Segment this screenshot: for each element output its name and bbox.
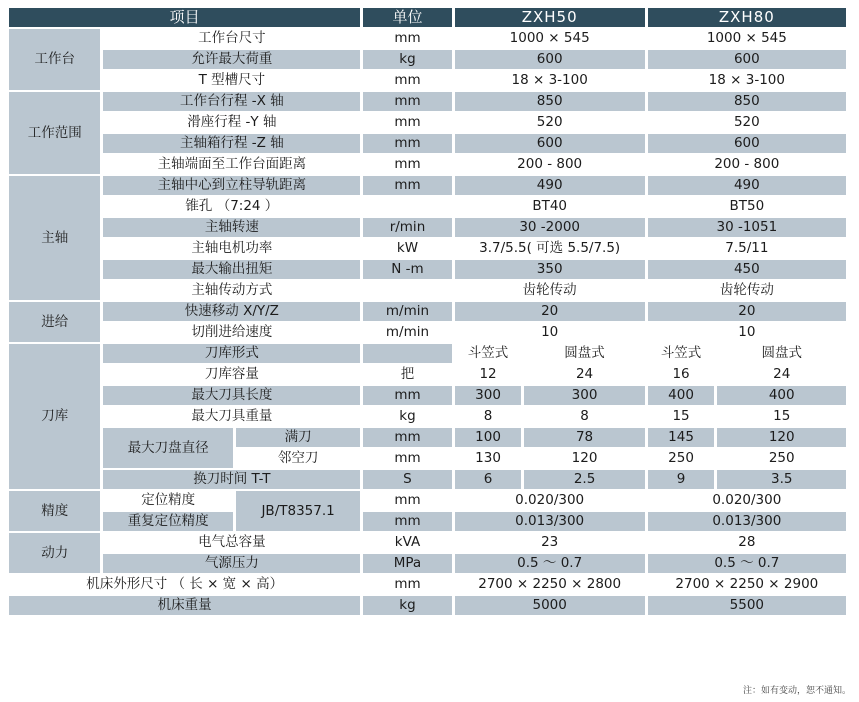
row-label: 换刀时间 T-T [103,470,360,489]
value-zxh50: BT40 [455,197,645,216]
group-worktable: 工作台 [9,29,100,90]
row-label: 主轴传动方式 [103,281,360,300]
table-row [9,386,846,405]
header-model-zxh80: ZXH80 [648,8,846,27]
value-zxh50-umbrella: 130 [455,449,522,468]
table-row [9,50,846,69]
table-row [9,29,846,48]
value-zxh50-disc: 120 [524,449,644,468]
row-label: 最大输出扭矩 [103,260,360,279]
row-label: 快速移动 X/Y/Z [103,302,360,321]
value-zxh80-disc: 400 [717,386,846,405]
row-unit: mm [363,155,451,174]
table-row [9,113,846,132]
value-zxh50: 10 [455,323,645,342]
row-unit: mm [363,575,451,594]
row-unit: mm [363,491,451,510]
value-zxh50: 520 [455,113,645,132]
row-label: 主轴中心到立柱导轨距离 [103,176,360,195]
row-unit: mm [363,92,451,111]
row-label: 满刀 [236,428,360,447]
value-zxh50: 850 [455,92,645,111]
row-unit: kW [363,239,451,258]
table-row [9,533,846,552]
row-label: 切削进给速度 [103,323,360,342]
table-row [9,176,846,195]
header-row [9,8,846,27]
value-zxh80: 600 [648,134,846,153]
value-zxh50-umbrella: 6 [455,470,522,489]
group-travel: 工作范围 [9,92,100,174]
accuracy-standard: JB/T8357.1 [236,491,360,531]
row-label: 主轴电机功率 [103,239,360,258]
value-zxh50: 1000 × 545 [455,29,645,48]
value-zxh50: 600 [455,50,645,69]
row-label: 主轴端面至工作台面距离 [103,155,360,174]
table-row [9,470,846,489]
table-row [9,197,846,216]
table-row [9,365,846,384]
table-row [9,260,846,279]
row-label: 最大刀具长度 [103,386,360,405]
value-zxh80-umbrella: 400 [648,386,715,405]
row-label: 工作台行程 -X 轴 [103,92,360,111]
value-zxh80: 850 [648,92,846,111]
table-row [9,155,846,174]
row-label: 电气总容量 [103,533,360,552]
value-zxh50: 0.020/300 [455,491,645,510]
value-zxh50-disc: 2.5 [524,470,644,489]
value-zxh80-disc: 3.5 [717,470,846,489]
group-spindle: 主轴 [9,176,100,300]
value-zxh80: 0.013/300 [648,512,846,531]
table-row [9,134,846,153]
row-label: 滑座行程 -Y 轴 [103,113,360,132]
value-zxh80: 200 - 800 [648,155,846,174]
value-zxh80: 1000 × 545 [648,29,846,48]
value-zxh80: 2700 × 2250 × 2900 [648,575,846,594]
row-unit: kg [363,407,451,426]
value-zxh50-disc: 78 [524,428,644,447]
table-row [9,596,846,615]
value-zxh80-umbrella: 15 [648,407,715,426]
value-zxh80: 20 [648,302,846,321]
row-label: 工作台尺寸 [103,29,360,48]
row-unit: mm [363,386,451,405]
value-zxh80-umbrella: 9 [648,470,715,489]
row-unit [363,281,451,300]
value-zxh80-umbrella: 250 [648,449,715,468]
value-zxh80: 490 [648,176,846,195]
value-zxh50: 18 × 3-100 [455,71,645,90]
value-zxh50: 5000 [455,596,645,615]
row-unit: kg [363,50,451,69]
row-unit: mm [363,71,451,90]
value-zxh50: 齿轮传动 [455,281,645,300]
table-row [9,491,846,510]
table-row [9,302,846,321]
value-zxh80: BT50 [648,197,846,216]
value-zxh50-umbrella: 12 [455,365,522,384]
row-label: 机床外形尺寸 （ 长 × 宽 × 高） [9,575,360,594]
row-label: 主轴转速 [103,218,360,237]
row-unit: mm [363,134,451,153]
footnote: 注：如有变动，恕不通知。 [742,686,851,696]
value-zxh50-umbrella: 100 [455,428,522,447]
group-power: 动力 [9,533,100,573]
row-label: 邻空刀 [236,449,360,468]
value-zxh80: 18 × 3-100 [648,71,846,90]
value-zxh80-umbrella: 16 [648,365,715,384]
row-unit: mm [363,449,451,468]
row-label: 气源压力 [103,554,360,573]
value-zxh80: 28 [648,533,846,552]
value-zxh50: 2700 × 2250 × 2800 [455,575,645,594]
value-zxh50: 0.5 ～ 0.7 [455,554,645,573]
group-accuracy: 精度 [9,491,100,531]
table-row [9,428,846,447]
value-zxh50: 0.013/300 [455,512,645,531]
table-row [9,281,846,300]
value-zxh50: 490 [455,176,645,195]
value-zxh80-disc: 圆盘式 [717,344,846,363]
row-unit: kg [363,596,451,615]
value-zxh80-disc: 120 [717,428,846,447]
value-zxh50-disc: 24 [524,365,644,384]
value-zxh80: 7.5/11 [648,239,846,258]
value-zxh80: 520 [648,113,846,132]
table-row [9,407,846,426]
row-label: 锥孔 （7:24 ） [103,197,360,216]
value-zxh80-umbrella: 斗笠式 [648,344,715,363]
value-zxh80-disc: 250 [717,449,846,468]
value-zxh80: 5500 [648,596,846,615]
table-row [9,554,846,573]
value-zxh50-disc: 300 [524,386,644,405]
row-label: 定位精度 [103,491,232,510]
value-zxh80-disc: 15 [717,407,846,426]
value-zxh50: 3.7/5.5( 可选 5.5/7.5) [455,239,645,258]
table-row [9,575,846,594]
row-label: 最大刀具重量 [103,407,360,426]
value-zxh50: 23 [455,533,645,552]
value-zxh80-umbrella: 145 [648,428,715,447]
row-label: 允许最大荷重 [103,50,360,69]
value-zxh50: 600 [455,134,645,153]
value-zxh50: 200 - 800 [455,155,645,174]
row-label: T 型槽尺寸 [103,71,360,90]
table-row [9,344,846,363]
value-zxh50-disc: 圆盘式 [524,344,644,363]
value-zxh80: 0.5 ～ 0.7 [648,554,846,573]
value-zxh80-disc: 24 [717,365,846,384]
header-unit: 单位 [363,8,451,27]
row-label: 刀库形式 [103,344,360,363]
row-unit: mm [363,512,451,531]
value-zxh50: 20 [455,302,645,321]
row-unit [363,197,451,216]
row-unit: 把 [363,365,451,384]
group-atc: 刀库 [9,344,100,489]
row-unit: mm [363,176,451,195]
value-zxh80: 10 [648,323,846,342]
row-unit [363,344,451,363]
row-unit: r/min [363,218,451,237]
row-label: 重复定位精度 [103,512,232,531]
value-zxh80: 30 -1051 [648,218,846,237]
row-label: 机床重量 [9,596,360,615]
value-zxh50-disc: 8 [524,407,644,426]
spec-table [6,6,849,617]
row-label: 刀库容量 [103,365,360,384]
row-unit: mm [363,113,451,132]
row-unit: N -m [363,260,451,279]
table-row [9,218,846,237]
row-unit: mm [363,428,451,447]
value-zxh80: 450 [648,260,846,279]
value-zxh50-umbrella: 300 [455,386,522,405]
value-zxh50-umbrella: 8 [455,407,522,426]
row-unit: m/min [363,302,451,321]
value-zxh50: 30 -2000 [455,218,645,237]
value-zxh50: 350 [455,260,645,279]
table-row [9,239,846,258]
row-unit: kVA [363,533,451,552]
value-zxh80: 0.020/300 [648,491,846,510]
row-unit: MPa [363,554,451,573]
header-model-zxh50: ZXH50 [455,8,645,27]
table-row [9,512,846,531]
table-row [9,323,846,342]
group-feed: 进给 [9,302,100,342]
value-zxh80: 600 [648,50,846,69]
table-row [9,71,846,90]
header-item: 项目 [9,8,360,27]
disc-diameter-label: 最大刀盘直径 [103,428,232,468]
row-unit: S [363,470,451,489]
table-row [9,92,846,111]
row-unit: mm [363,29,451,48]
row-label: 主轴箱行程 -Z 轴 [103,134,360,153]
row-unit: m/min [363,323,451,342]
value-zxh80: 齿轮传动 [648,281,846,300]
value-zxh50-umbrella: 斗笠式 [455,344,522,363]
